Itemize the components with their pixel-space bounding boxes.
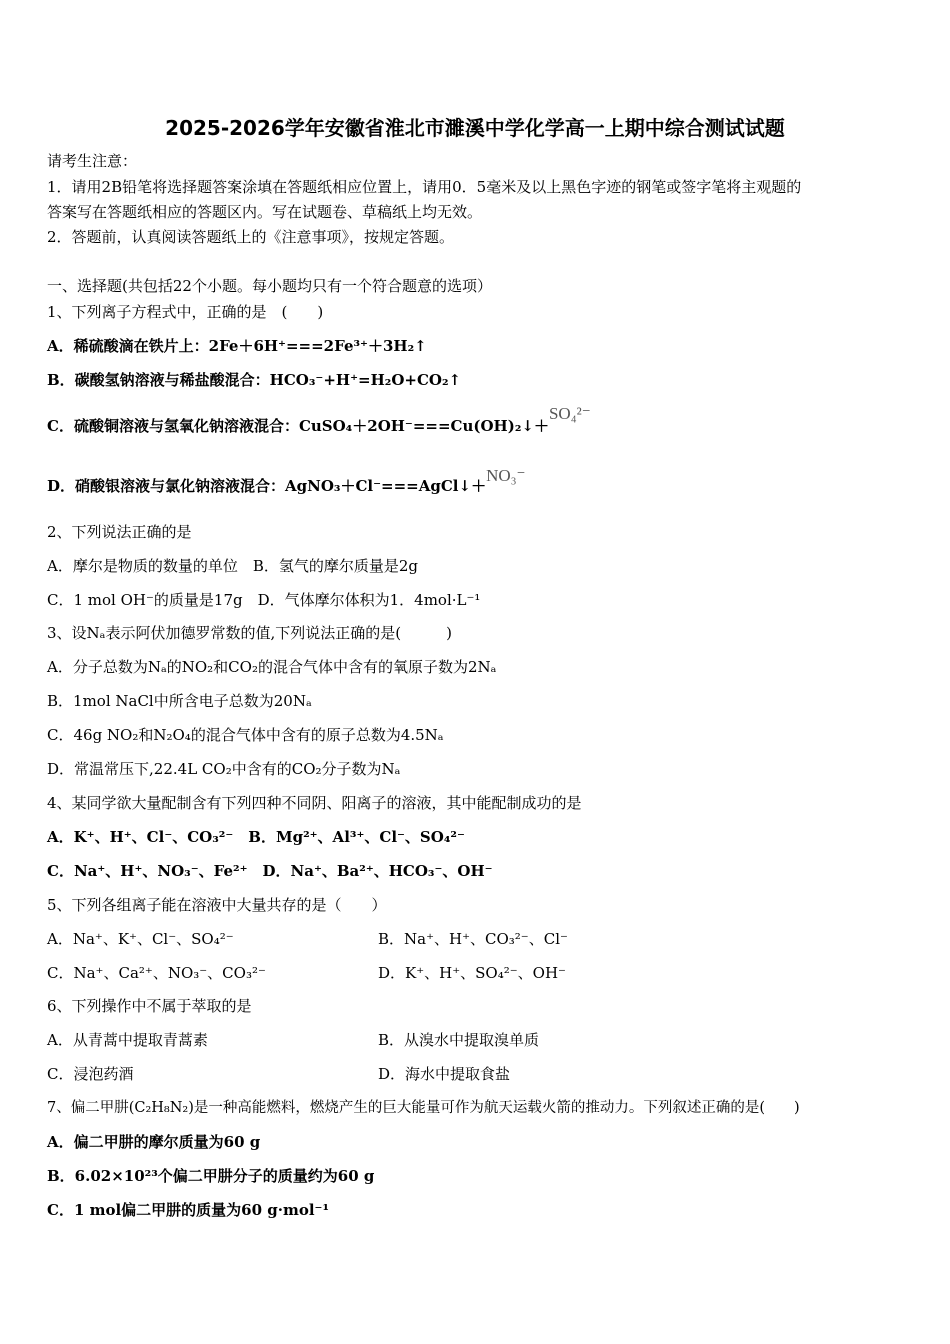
question-5-stem: 5、下列各组离子能在溶液中大量共存的是（ ） [47,896,387,914]
question-4-options-cd: C．Na⁺、H⁺、NO₃⁻、Fe²⁺ D．Na⁺、Ba²⁺、HCO₃⁻、OH⁻ [47,862,493,880]
section-heading: 一、选择题(共包括22个小题。每小题均只有一个符合题意的选项） [47,277,492,295]
nitrate-ion-formula: NO₃⁻ [486,466,526,485]
question-1-stem: 1、下列离子方程式中，正确的是 ( ) [47,303,324,321]
question-5-option-b: B．Na⁺、H⁺、CO₃²⁻、Cl⁻ [378,930,568,948]
notice-line-3: 2．答题前，认真阅读答题纸上的《注意事项》，按规定答题。 [47,228,455,246]
notice-line-2: 答案写在答题纸相应的答题区内。写在试题卷、草稿纸上均无效。 [47,203,483,221]
question-7-option-a: A．偏二甲肼的摩尔质量为60 g [47,1133,261,1151]
page-title: 2025-2026学年安徽省淮北市濉溪中学化学高一上期中综合测试试题 [165,116,785,140]
question-3-option-c: C．46g NO₂和N₂O₄的混合气体中含有的原子总数为4.5Nₐ [47,726,444,744]
question-5-option-d: D．K⁺、H⁺、SO₄²⁻、OH⁻ [378,964,566,982]
question-3-option-a: A．分子总数为Nₐ的NO₂和CO₂的混合气体中含有的氧原子数为2Nₐ [47,658,497,676]
question-3-stem: 3、设Nₐ表示阿伏加德罗常数的值,下列说法正确的是( ) [47,624,452,642]
question-4-stem: 4、某同学欲大量配制含有下列四种不同阴、阳离子的溶液，其中能配制成功的是 [47,794,582,812]
question-1-option-b: B．碳酸氢钠溶液与稀盐酸混合：HCO₃⁻+H⁺=H₂O+CO₂↑ [47,371,462,389]
question-4-options-ab: A．K⁺、H⁺、Cl⁻、CO₃²⁻ B．Mg²⁺、Al³⁺、Cl⁻、SO₄²⁻ [47,828,465,846]
question-3-option-b: B．1mol NaCl中所含电子总数为20Nₐ [47,692,312,710]
notice-line-1: 1．请用2B铅笔将选择题答案涂填在答题纸相应位置上，请用0．5毫米及以上黑色字迹的钢笔或签字笔将主观题的 [47,178,802,196]
question-7-stem: 7、偏二甲肼(C₂H₈N₂)是一种高能燃料，燃烧产生的巨大能量可作为航天运载火箭的推动力。下列叙述正确的是( ) [47,1100,800,1116]
question-1-option-c: C．硫酸铜溶液与氢氧化钠溶液混合：CuSO₄＋2OH⁻===Cu(OH)₂↓＋ [47,417,549,435]
sulfate-ion-formula: SO₄²⁻ [548,404,591,423]
question-2-options-cd: C．1 mol OH⁻的质量是17g D．气体摩尔体积为1．4mol·L⁻¹ [47,591,481,609]
question-5-option-a: A．Na⁺、K⁺、Cl⁻、SO₄²⁻ [47,930,234,948]
question-3-option-d: D．常温常压下,22.4L CO₂中含有的CO₂分子数为Nₐ [47,760,401,778]
question-6-option-a: A．从青蒿中提取青蒿素 [47,1031,208,1049]
notice-heading: 请考生注意： [47,152,138,170]
question-6-option-b: B．从溴水中提取溴单质 [378,1031,540,1049]
question-2-stem: 2、下列说法正确的是 [47,523,192,541]
question-6-option-d: D．海水中提取食盐 [378,1065,511,1083]
question-1-option-d: D．硝酸银溶液与氯化钠溶液混合：AgNO₃＋Cl⁻===AgCl↓＋ [47,477,487,495]
question-6-stem: 6、下列操作中不属于萃取的是 [47,997,252,1015]
question-1-option-c-row [47,404,591,436]
question-1-option-a: A．稀硫酸滴在铁片上：2Fe＋6H⁺===2Fe³⁺＋3H₂↑ [47,337,427,355]
question-2-options-ab: A．摩尔是物质的数量的单位 B．氢气的摩尔质量是2g [47,557,419,575]
question-1-option-d-row [47,466,526,496]
question-5-option-c: C．Na⁺、Ca²⁺、NO₃⁻、CO₃²⁻ [47,964,266,982]
question-6-option-c: C．浸泡药酒 [47,1065,134,1083]
question-7-option-c: C．1 mol偏二甲肼的质量为60 g·mol⁻¹ [47,1201,330,1219]
question-7-option-b: B．6.02×10²³个偏二甲肼分子的质量约为60 g [47,1167,375,1185]
